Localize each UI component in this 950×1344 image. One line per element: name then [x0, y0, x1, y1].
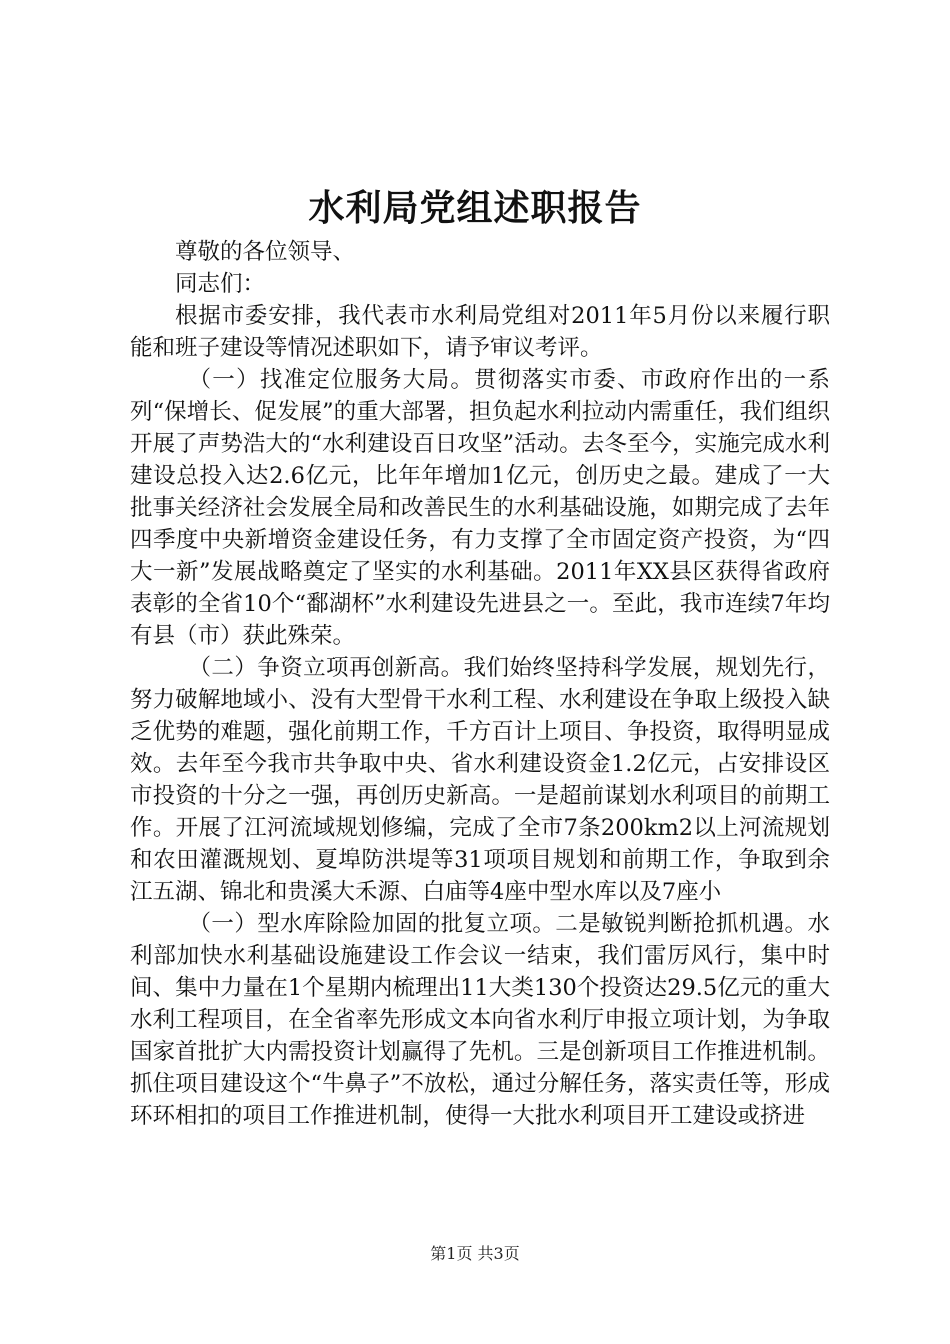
document-title: 水利局党组述职报告 [308, 187, 642, 229]
section-2-paragraph: （二）争资立项再创新高。我们始终坚持科学发展，规划先行，努力破解地域小、没有大型骨干水利工程、水利建设在争取上级投入缺乏优势的难题，强化前期工作，千方百计上项目、争投资，取得明显成效。去年至今我市共争取中央、省水利建设资金1.2亿元，占安排设区市投资的十分之一强，再创历史新高。一是超前谋划水利项目的前期工作。开展了江河流域规划修编，完成了全市7条200km2以上河流规划和农田灌溉规划、夏埠防洪堤等31项项目规划和前期工作，争取到余江五湖、锦北和贵溪大禾源、白庙等4座中型水库以及7座小 [130, 655, 830, 905]
page-number-footer: 第1页 共3页 [430, 1244, 520, 1263]
section-3-paragraph: （一）型水库除险加固的批复立项。二是敏锐判断抢抓机遇。水利部加快水利基础设施建设工作会议一结束，我们雷厉风行，集中时间、集中力量在1个星期内梳理出11大类130个投资达29.5亿元的重大水利工程项目，在全省率先形成文本向省水利厅申报立项计划，为争取国家首批扩大内需投资计划赢得了先机。三是创新项目工作推进机制。抓住项目建设这个“牛鼻子”不放松，通过分解任务，落实责任等，形成环环相扣的项目工作推进机制，使得一大批水利项目开工建设或挤进 [130, 911, 830, 1129]
salutation-line-2: 同志们： [175, 271, 266, 297]
intro-paragraph: 根据市委安排，我代表市水利局党组对2011年5月份以来履行职能和班子建设等情况述职如下，请予审议考评。 [130, 303, 830, 361]
section-1-paragraph: （一）找准定位服务大局。贯彻落实市委、市政府作出的一系列“保增长、促发展”的重大部署，担负起水利拉动内需重任，我们组织开展了声势浩大的“水利建设百日攻坚”活动。去冬至今，实施完成水利建设总投入达2.6亿元，比年年增加1亿元，创历史之最。建成了一大批事关经济社会发展全局和改善民生的水利基础设施，如期完成了去年四季度中央新增资金建设任务，有力支撑了全市固定资产投资，为“四大一新”发展战略奠定了坚实的水利基础。2011年XX县区获得省政府表彰的全省10个“鄱湖杯”水利建设先进县之一。至此，我市连续7年均有县（市）获此殊荣。 [130, 367, 830, 649]
salutation-line-1: 尊敬的各位领导、 [175, 239, 356, 265]
document-body [130, 236, 830, 1132]
